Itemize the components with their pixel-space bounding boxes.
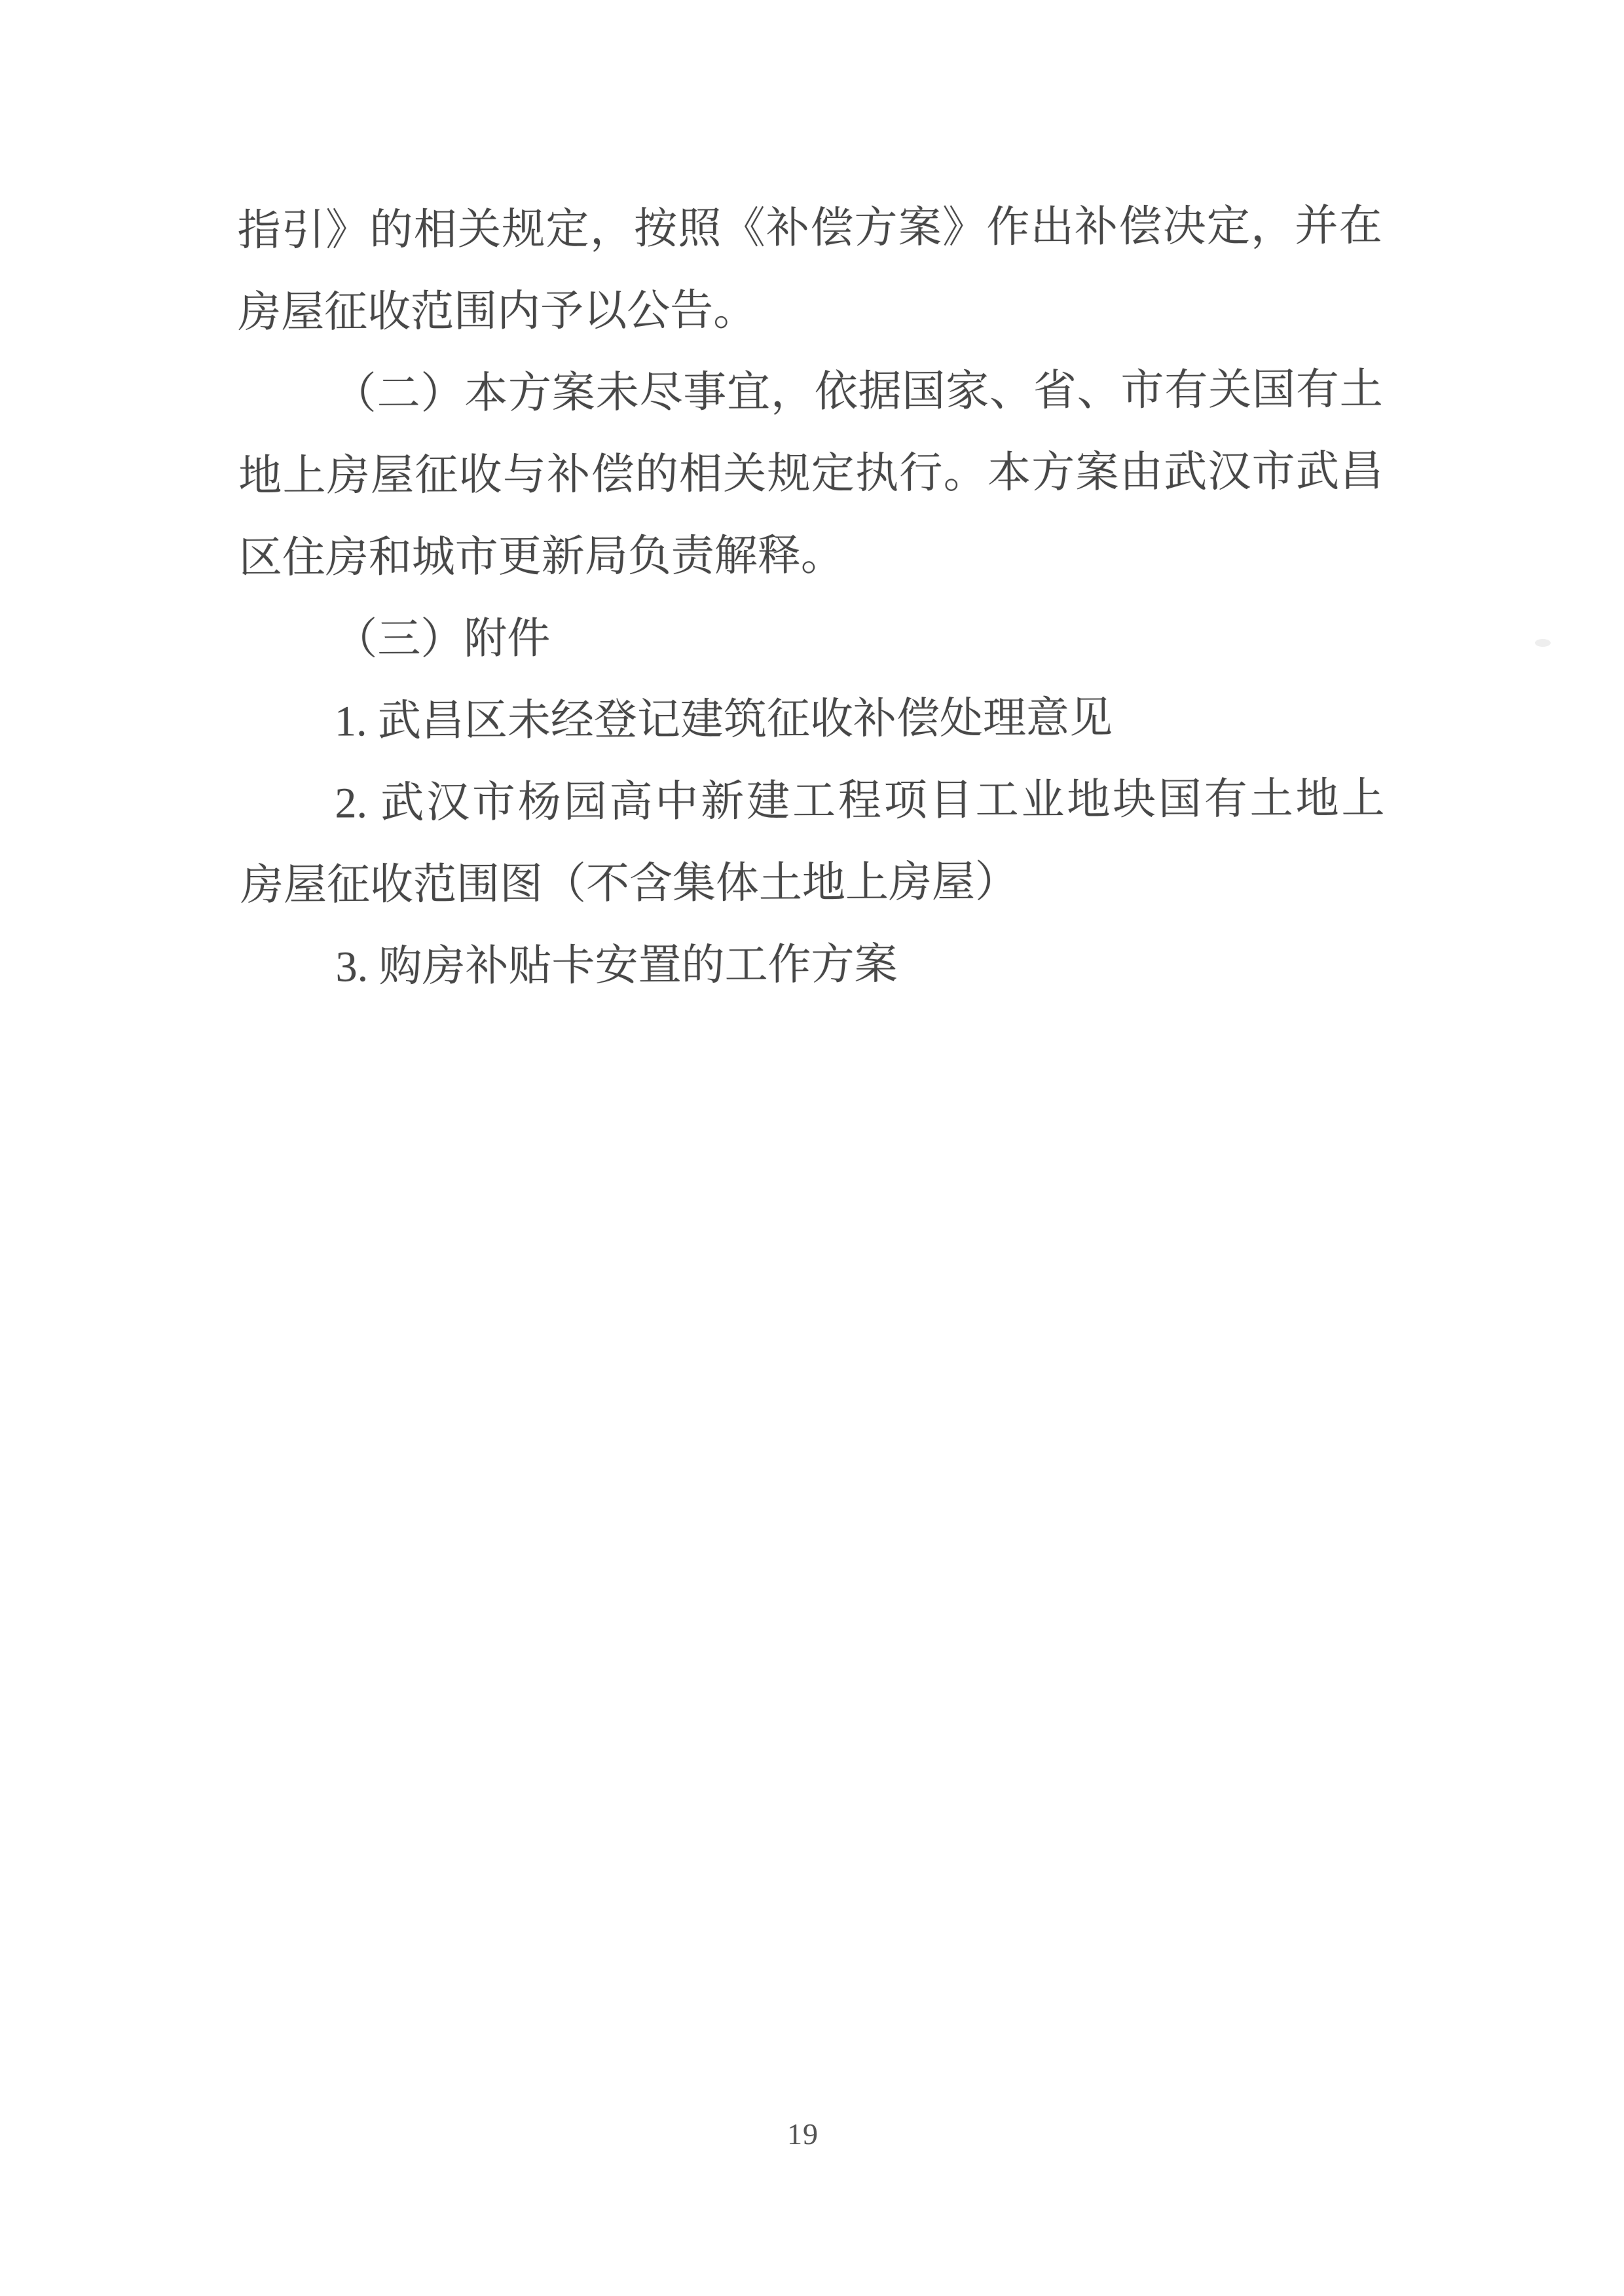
page-number: 19 bbox=[787, 2117, 819, 2151]
section-heading-line: （三）附件 bbox=[334, 615, 551, 664]
scan-artifact bbox=[1535, 639, 1551, 647]
text-line: 指引》的相关规定，按照《补偿方案》作出补偿决定，并在 bbox=[237, 202, 1382, 255]
attachment-item-line: 2. 武汉市杨园高中新建工程项目工业地块国有土地上 bbox=[335, 774, 1385, 828]
text-line: （二）本方案未尽事宜，依据国家、省、市有关国有土 bbox=[333, 365, 1383, 418]
text-line: 房屋征收范围内予以公告。 bbox=[237, 286, 757, 337]
attachment-item-line: 房屋征收范围图（不含集体土地上房屋） bbox=[240, 858, 1019, 910]
text-line: 地上房屋征收与补偿的相关规定执行。本方案由武汉市武昌 bbox=[238, 447, 1384, 501]
attachment-item-line: 1. 武昌区未经登记建筑征收补偿处理意见 bbox=[334, 694, 1113, 746]
text-line: 区住房和城市更新局负责解释。 bbox=[238, 532, 844, 583]
attachment-item-line: 3. 购房补贴卡安置的工作方案 bbox=[335, 940, 898, 991]
